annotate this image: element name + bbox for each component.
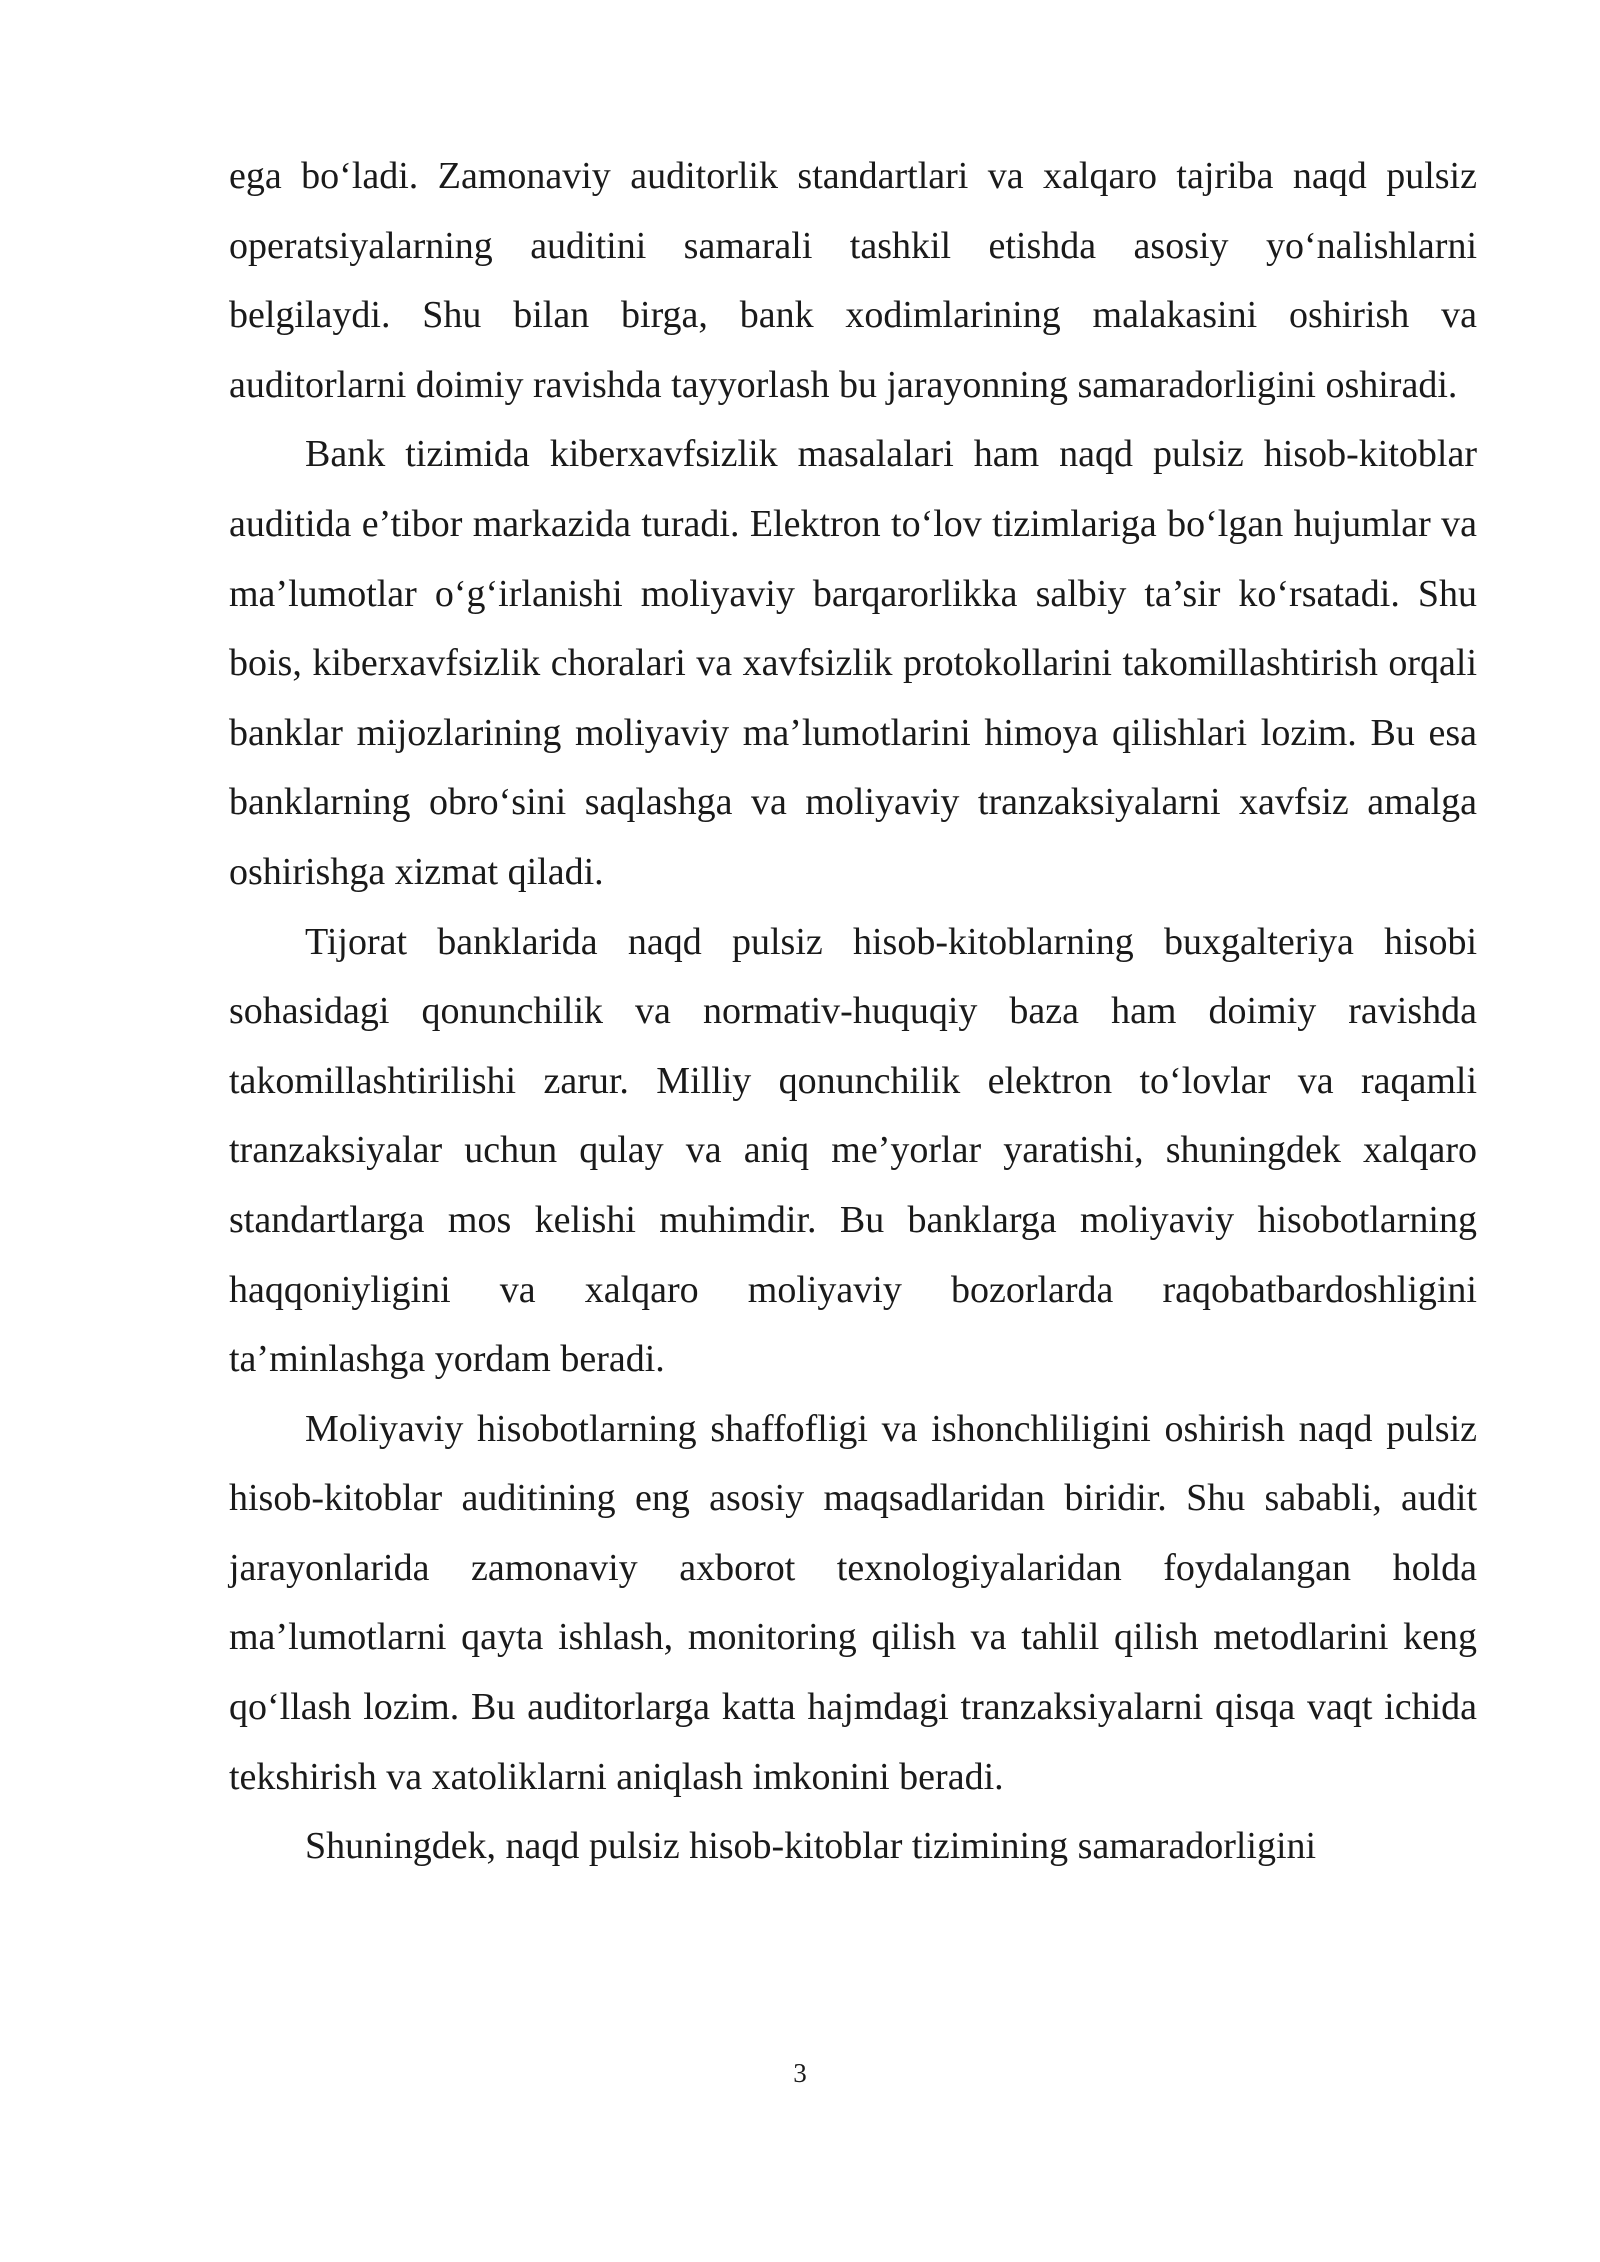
page-number: 3: [793, 2058, 807, 2088]
paragraph-cybersecurity: Bank tizimida kiberxavfsizlik masalalari ham naqd pulsiz hisob-kitoblar auditida e’tibor markazida turadi. Elektron to‘lov tizimlariga bo‘lgan hujumlar va ma’lumotlar o‘g‘irlanishi moliyaviy barqarorlikka salbiy ta’sir ko‘rsatadi. Shu bois, kiberxavfsizlik choralari va xavfsizlik protokollarini takomillashtirish orqali banklar mijozlarining moliyaviy ma’lumotlarini himoya qilishlari lozim. Bu esa banklarning obro‘sini saqlashga va moliyaviy tranzaksiyalarni xavfsiz amalga oshirishga xizmat qiladi.: [229, 433, 1477, 893]
paragraph-transparency: Moliyaviy hisobotlarning shaffofligi va ishonchliligini oshirish naqd pulsiz hisob-kitoblar auditining eng asosiy maqsadlaridan biridir. Shu sababli, audit jarayonlarida zamonaviy axborot texnologiyalaridan foydalangan holda ma’lumotlarni qayta ishlash, monitoring qilish va tahlil qilish metodlarini keng qo‘llash lozim. Bu auditorlarga katta hajmdagi tranzaksiyalarni qisqa vaqt ichida tekshirish va xatoliklarni aniqlash imkonini beradi.: [229, 1407, 1477, 1798]
paragraph-continuation: ega bo‘ladi. Zamonaviy auditorlik standartlari va xalqaro tajriba naqd pulsiz operatsiyalarning auditini samarali tashkil etishda asosiy yo‘nalishlarni belgilaydi. Shu bilan birga, bank xodimlarining malakasini oshirish va auditorlarni doimiy ravishda tayyorlash bu jarayonning samaradorligini oshiradi.: [229, 155, 1477, 406]
body-text: [229, 142, 1477, 1882]
paragraph-legislation: Tijorat banklarida naqd pulsiz hisob-kitoblarning buxgalteriya hisobi sohasidagi qonunchilik va normativ-huquqiy baza ham doimiy ravishda takomillashtirilishi zarur. Milliy qonunchilik elektron to‘lovlar va raqamli tranzaksiyalar uchun qulay va aniq me’yorlar yaratishi, shuningdek xalqaro standartlarga mos kelishi muhimdir. Bu banklarga moliyaviy hisobotlarning haqqoniyligini va xalqaro moliyaviy bozorlarda raqobatbardoshligini ta’minlashga yordam beradi.: [229, 920, 1477, 1381]
paragraph-efficiency: Shuningdek, naqd pulsiz hisob-kitoblar tizimining samaradorligini: [305, 1825, 1317, 1868]
